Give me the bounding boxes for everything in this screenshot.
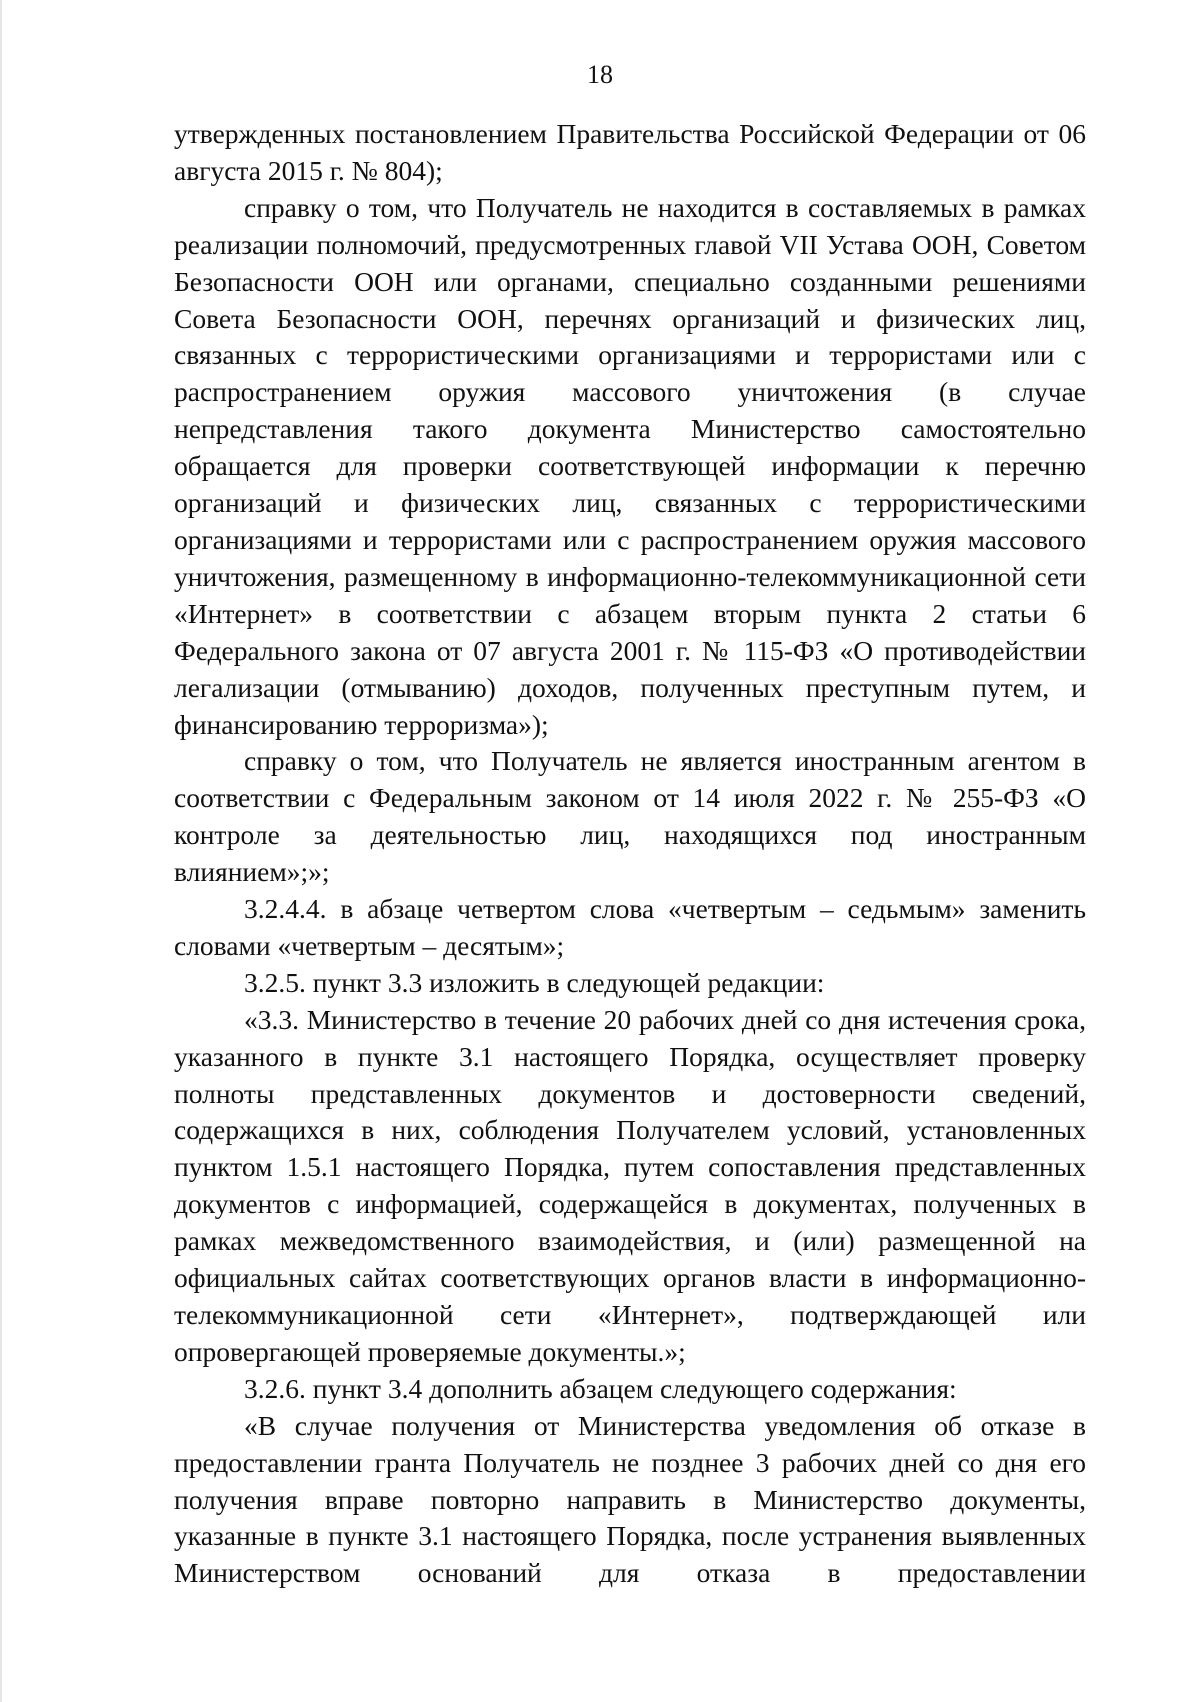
paragraph-4: 3.2.4.4. в абзаце четвертом слова «четвертым – седьмым» заменить словами «четвертым – десятым»; — [174, 893, 1086, 961]
paragraph-6: «3.3. Министерство в течение 20 рабочих дней со дня истечения срока, указанного в пункте 3.1 настоящего Порядка, осуществляет проверку полноты представленных документов и достоверности сведений, содержащихся в них, соблюдения Получателем условий, установленных пунктом 1.5.1 настоящего Порядка, путем сопоставления представленных документов с информацией, содержащейся в документах, полученных в рамках межведомственного взаимодействия, и (или) размещенной на официальных сайтах соответствующих органов власти в информационно-телекоммуникационной сети «Интернет», подтверждающей или опровергающей проверяемые документы.»; — [174, 1003, 1086, 1367]
paragraph-5: 3.2.5. пункт 3.3 изложить в следующей редакции: — [244, 966, 825, 998]
paragraph-7: 3.2.6. пункт 3.4 дополнить абзацем следующего содержания: — [244, 1372, 957, 1404]
paragraph-8: «В случае получения от Министерства уведомления об отказе в предоставлении гранта Получатель не позднее 3 рабочих дней со дня его получения вправе повторно направить в Министерство документы, указанные в пункте 3.1 настоящего Порядка, после устранения выявленных Министерством оснований для отказа в предоставлении — [174, 1409, 1086, 1589]
page-number: 18 — [587, 60, 613, 89]
paragraph-2: справку о том, что Получатель не находится в составляемых в рамках реализации полномочий, предусмотренных главой VII Устава ООН, Советом Безопасности ООН или органами, специально созданными решениями Совета Безопасности ООН, перечнях организаций и физических лиц, связанных с террористическими организациями и террористами или с распространением оружия массового уничтожения (в случае непредставления такого документа Министерство самостоятельно обращается для проверки соответствующей информации к перечню организаций и физических лиц, связанных с террористическими организациями и террористами или с распространением оружия массового уничтожения, размещенному в информационно-телекоммуникационной сети «Интернет» в соответствии с абзацем вторым пункта 2 статьи 6 Федерального закона от 07 августа 2001 г. № 115-ФЗ «О противодействии легализации (отмыванию) доходов, полученных преступным путем, и финансированию терроризма»); — [174, 191, 1086, 740]
paragraph-3: справку о том, что Получатель не является иностранным агентом в соответствии с Федеральным законом от 14 июля 2022 г. № 255-ФЗ «О контроле за деятельностью лиц, находящихся под иностранным влиянием»;»; — [174, 745, 1086, 888]
document-body — [174, 116, 1086, 1592]
paragraph-1: утвержденных постановлением Правительства Российской Федерации от 06 августа 2015 г. № 804); — [174, 118, 1086, 186]
scan-edge — [0, 0, 2, 1702]
